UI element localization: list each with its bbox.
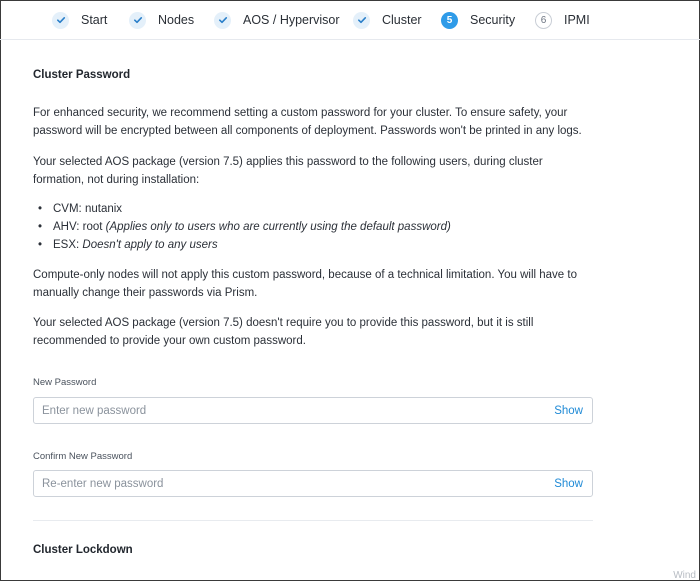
user-list	[33, 200, 593, 254]
check-icon	[52, 12, 69, 29]
new-password-show-button[interactable]: Show	[554, 404, 583, 417]
check-icon	[129, 12, 146, 29]
confirm-password-field	[33, 470, 593, 497]
list-item	[33, 236, 593, 254]
step-label: AOS / Hypervisor	[243, 13, 340, 27]
step-label: Cluster	[382, 13, 422, 27]
new-password-field	[33, 397, 593, 424]
user-name: AHV:	[53, 221, 80, 233]
confirm-password-input[interactable]	[34, 471, 554, 496]
wizard-stepper	[0, 0, 700, 40]
not-required-text: Your selected AOS package (version 7.5) doesn't require you to provide this password, but it is still recommended to provide your own custom password.	[33, 317, 534, 347]
step-number-badge: 6	[535, 12, 552, 29]
confirm-password-show-button[interactable]: Show	[554, 477, 583, 490]
cluster-lockdown-title: Cluster Lockdown	[33, 544, 133, 556]
user-value: root	[82, 221, 103, 233]
step-number-badge: 5	[441, 12, 458, 29]
intro-text: For enhanced security, we recommend setting a custom password for your cluster. To ensure safety, your password will be encrypted between all components of deployment. Passwords won't be printed in any logs.	[33, 107, 582, 137]
step-label: IPMI	[564, 13, 590, 27]
step-label: Nodes	[158, 13, 195, 27]
step-start[interactable]	[52, 10, 107, 30]
list-item	[33, 200, 593, 218]
step-label: Security	[470, 13, 516, 27]
step-security[interactable]	[441, 10, 515, 30]
step-aos-hypervisor[interactable]	[214, 10, 340, 30]
confirm-password-label: Confirm New Password	[33, 451, 133, 462]
os-watermark: Wind	[673, 570, 696, 581]
step-label: Start	[81, 13, 108, 27]
new-password-label: New Password	[33, 377, 97, 388]
user-name: ESX:	[53, 239, 80, 251]
check-icon	[353, 12, 370, 29]
section-divider	[33, 520, 593, 521]
compute-only-text: Compute-only nodes will not apply this custom password, because of a technical limitation. You will have to manually change their passwords via Prism.	[33, 269, 577, 299]
user-value: nutanix	[84, 203, 123, 215]
list-item	[33, 218, 593, 236]
user-note: Doesn't apply to any users	[82, 239, 218, 251]
new-password-input[interactable]	[34, 398, 554, 423]
applies-text: Your selected AOS package (version 7.5) applies this password to the following users, during cluster formation, not during installation:	[33, 156, 543, 186]
user-name: CVM:	[53, 203, 82, 215]
user-note: (Applies only to users who are currently using the default password)	[105, 221, 451, 233]
cluster-password-title: Cluster Password	[33, 69, 131, 81]
step-ipmi[interactable]	[535, 10, 590, 30]
check-icon	[214, 12, 231, 29]
step-nodes[interactable]	[129, 10, 194, 30]
step-cluster[interactable]	[353, 10, 422, 30]
